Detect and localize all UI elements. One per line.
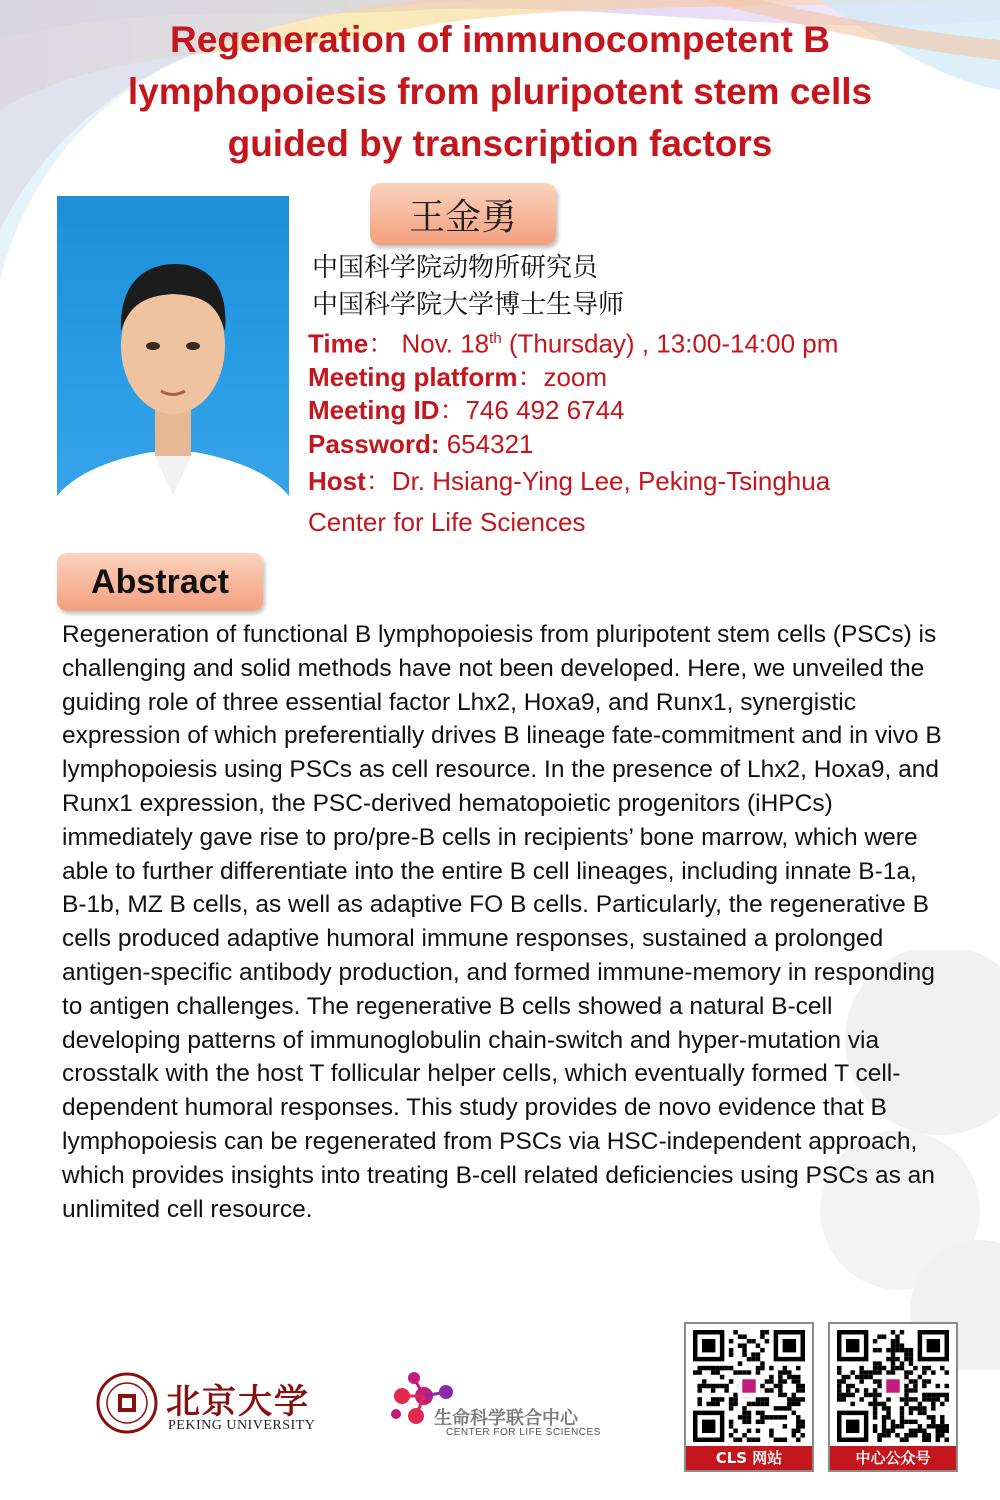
speaker-photo [57, 196, 289, 534]
password-value: 654321 [439, 429, 534, 459]
time-date-post: (Thursday) , 13:00-14:00 pm [501, 328, 839, 359]
password-label: Password: [308, 429, 440, 459]
speaker-name-badge: 王金勇 [370, 183, 556, 245]
host-value-line-1: Dr. Hsiang-Ying Lee, Peking-Tsinghua [391, 466, 831, 496]
meeting-password [308, 427, 533, 461]
cls-chinese-name: 生命科学联合中心 [434, 1408, 578, 1429]
meeting-platform [308, 360, 607, 394]
meeting-host-line-2: Center for Life Sciences [308, 507, 586, 537]
cls-english-name: CENTER FOR LIFE SCIENCES [446, 1427, 601, 1438]
qr-code-wechat-account[interactable] [828, 1322, 958, 1472]
qr-code-icon [837, 1330, 949, 1442]
title-line-2: lymphopoiesis from pluripotent stem cells [127, 71, 873, 112]
qr-code-cls-website[interactable] [684, 1322, 814, 1472]
meeting-host [308, 464, 830, 498]
qr-label-wechat-account: 中心公众号 [830, 1446, 956, 1470]
platform-value: zoom [543, 362, 608, 392]
platform-separator: ： [517, 362, 544, 392]
host-label: Host [308, 466, 366, 496]
title-line-3: guided by transcription factors [227, 123, 773, 164]
qr-label-cls-website: CLS 网站 [686, 1446, 812, 1470]
time-date-sup: th [489, 330, 502, 347]
qr-code-icon [693, 1330, 805, 1442]
host-separator: ： [365, 466, 392, 496]
time-date-pre: Nov. 18 [401, 328, 490, 359]
peking-university-logo [96, 1372, 336, 1442]
speaker-affiliation-2: 中国科学院大学博士生导师 [312, 290, 625, 320]
time-label: Time [308, 328, 369, 359]
platform-label: Meeting platform [308, 362, 518, 392]
abstract-heading: Abstract [57, 553, 263, 611]
cls-logo [388, 1366, 628, 1446]
abstract-text: Regeneration of functional B lymphopoiesis from pluripotent stem cells (PSCs) is challenging and solid methods have not been developed. Here, we unveiled the guiding role of three essential factor Lhx2, Hoxa9, and Runx1, synergistic expression of which preferentially drives B lineage fate-commitment and in vivo B lymphopoiesis using PSCs as cell resource. In the presence of Lhx2, Hoxa9, and Runx1 expression, the PSC-derived hematopoietic progenitors (iHPCs) immediately gave rise to pro/pre-B cells in recipients’ bone marrow, which were able to further differentiate into the entire B cell lineages, including innate B-1a, B-1b, MZ B cells, as well as adaptive FO B cells. Particularly, the regenerative B cells produced adaptive humoral immune responses, sustained a prolonged antigen-specific antibody production, and formed immune-memory in responding to antigen challenges. The regenerative B cells showed a natural B-cell developing patterns of immunoglobulin chain-switch and hyper-mutation via crosstalk with the host T follicular helper cells, which eventually formed T cell-dependent humoral responses. This study provides de novo evidence that B lymphopoiesis can be regenerated from PSCs via HSC-independent approach, which provides insights into treating B-cell related deficiencies using PSCs as an unlimited cell resource. [62, 621, 942, 1223]
meeting-id-separator: ： [439, 395, 466, 425]
event-title [20, 14, 980, 170]
meeting-id [308, 393, 625, 427]
speaker-portrait-icon [57, 196, 289, 534]
time-separator: ： [368, 328, 395, 359]
meeting-id-label: Meeting ID [308, 395, 440, 425]
pku-chinese-name: 北京大学 [166, 1382, 310, 1422]
pku-english-name: PEKING UNIVERSITY [168, 1418, 316, 1433]
meeting-time [308, 322, 838, 361]
title-line-1: Regeneration of immunocompetent B [170, 19, 830, 60]
pku-seal-icon [96, 1372, 158, 1434]
meeting-id-value: 746 492 6744 [465, 395, 625, 425]
speaker-affiliation-1: 中国科学院动物所研究员 [312, 253, 599, 283]
